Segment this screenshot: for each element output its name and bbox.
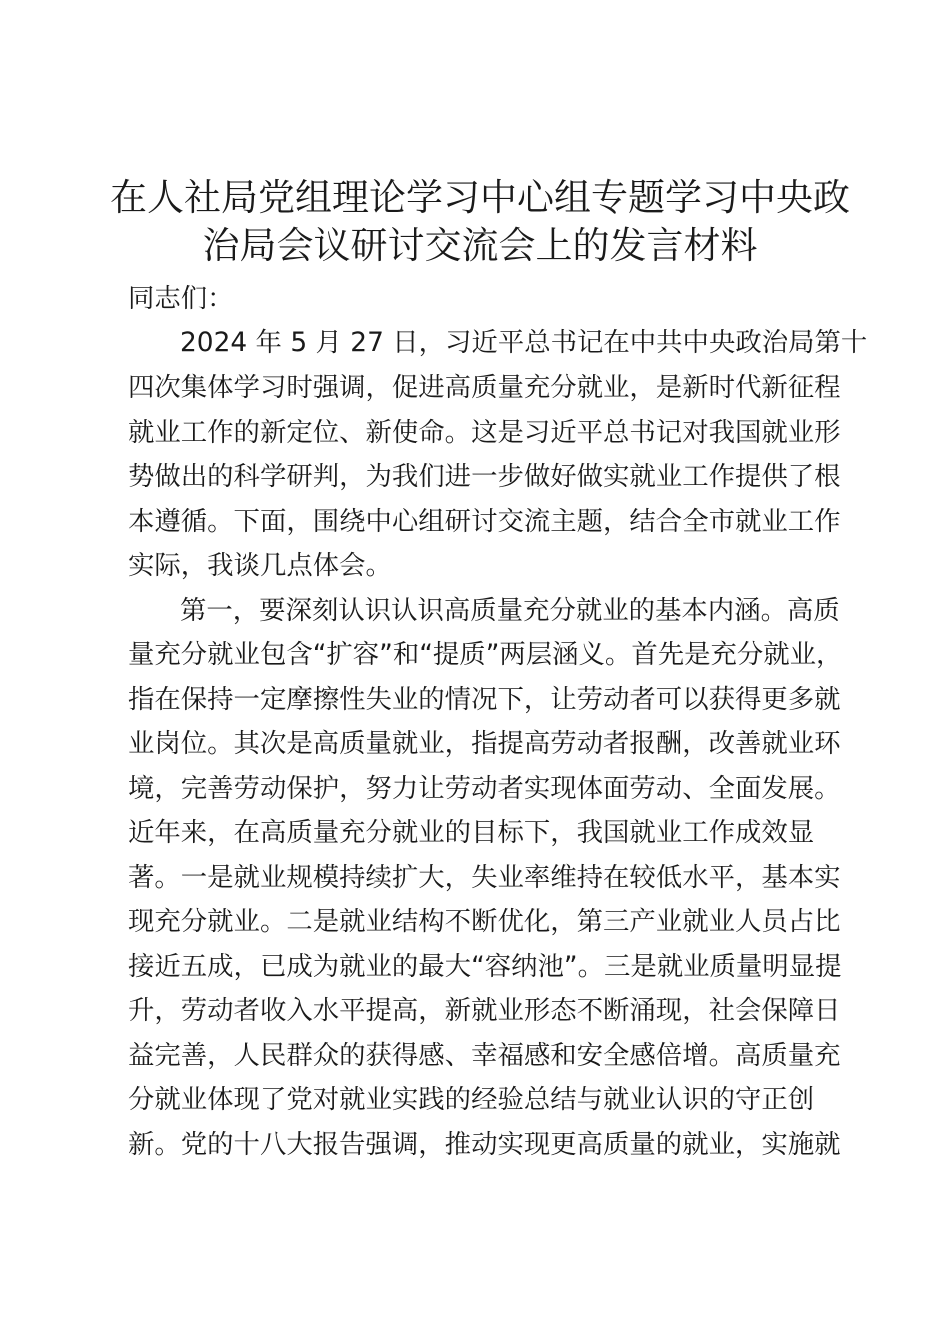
paragraph-line: 新。党的十八大报告强调，推动实现更高质量的就业，实施就	[128, 1129, 841, 1160]
paragraph-line: 现充分就业。二是就业结构不断优化，第三产业就业人员占比	[128, 906, 841, 937]
paragraph-line: 益完善，人民群众的获得感、幸福感和安全感倍增。高质量充	[128, 1040, 841, 1071]
paragraph-line: 四次集体学习时强调，促进高质量充分就业，是新时代新征程	[128, 372, 841, 403]
paragraph-line: 量充分就业包含“扩容”和“提质”两层涵义。首先是充分就业，	[128, 639, 843, 670]
paragraph-line: 第一，要深刻认识认识高质量充分就业的基本内涵。高质	[180, 595, 840, 626]
paragraph-line: 近年来，在高质量充分就业的目标下，我国就业工作成效显	[128, 817, 815, 848]
paragraph-line: 境，完善劳动保护，努力让劳动者实现体面劳动、全面发展。	[128, 773, 841, 804]
paragraph-line: 升，劳动者收入水平提高，新就业形态不断涌现，社会保障日	[128, 995, 841, 1026]
paragraph-line: 势做出的科学研判，为我们进一步做好做实就业工作提供了根	[128, 461, 841, 492]
paragraph-line: 著。一是就业规模持续扩大，失业率维持在较低水平，基本实	[128, 862, 841, 893]
paragraph-line: 实际，我谈几点体会。	[128, 550, 392, 581]
paragraph-line: 分就业体现了党对就业实践的经验总结与就业认识的守正创	[128, 1084, 815, 1115]
document-title-line-2: 治局会议研讨交流会上的发言材料	[202, 224, 758, 267]
paragraph-line: 指在保持一定摩擦性失业的情况下，让劳动者可以获得更多就	[128, 684, 841, 715]
document-title-line-1: 在人社局党组理论学习中心组专题学习中央政	[110, 176, 850, 219]
paragraph-line: 本遵循。下面，围绕中心组研讨交流主题，结合全市就业工作	[128, 506, 841, 537]
paragraph-line: 就业工作的新定位、新使命。这是习近平总书记对我国就业形	[128, 417, 841, 448]
salutation: 同志们：	[128, 283, 234, 314]
paragraph-line: 接近五成，已成为就业的最大“容纳池”。三是就业质量明显提	[128, 951, 842, 982]
paragraph-line: 2024 年 5 月 27 日，习近平总书记在中共中央政治局第十	[180, 327, 868, 358]
paragraph-line: 业岗位。其次是高质量就业，指提高劳动者报酬，改善就业环	[128, 728, 841, 759]
